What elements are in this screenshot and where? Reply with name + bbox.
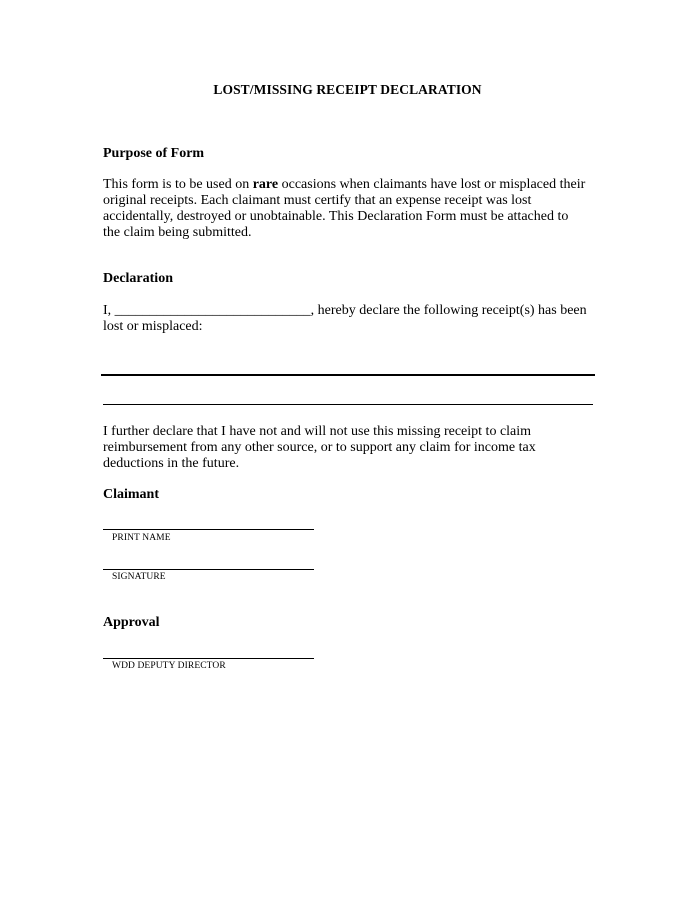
- director-signature-line[interactable]: [103, 658, 314, 659]
- purpose-emphasis: rare: [252, 177, 279, 192]
- signature-label: SIGNATURE: [112, 572, 166, 582]
- further-declaration-paragraph: I further declare that I have not and will not use this missing receipt to claim reimbursement from any other source, or to support any claim for income tax deductions in the future.: [103, 424, 536, 471]
- approval-heading: Approval: [103, 615, 160, 630]
- claimant-heading: Claimant: [103, 487, 159, 502]
- purpose-paragraph: [103, 177, 588, 241]
- purpose-text-end: occasions when claimants have lost or misplaced their original receipts. Each claimant must certify that an expense receipt was lost accidentally, destroyed or unobtainable. This Declaration Form must be attached to the claim being submitted.: [103, 177, 586, 240]
- print-name-line[interactable]: [103, 529, 314, 530]
- print-name-label: PRINT NAME: [112, 533, 171, 543]
- declaration-heading: Declaration: [103, 271, 173, 286]
- director-label: WDD DEPUTY DIRECTOR: [112, 661, 226, 671]
- receipt-entry-line-2[interactable]: [103, 404, 593, 405]
- document-title: LOST/MISSING RECEIPT DECLARATION: [213, 82, 482, 97]
- declaration-statement: I, ____________________________, hereby declare the following receipt(s) has been lost or misplaced:: [103, 303, 587, 334]
- signature-line[interactable]: [103, 569, 314, 570]
- purpose-heading: Purpose of Form: [103, 146, 205, 161]
- receipt-entry-line-1[interactable]: [101, 374, 595, 376]
- purpose-text-start: This form is to be used on: [103, 177, 253, 192]
